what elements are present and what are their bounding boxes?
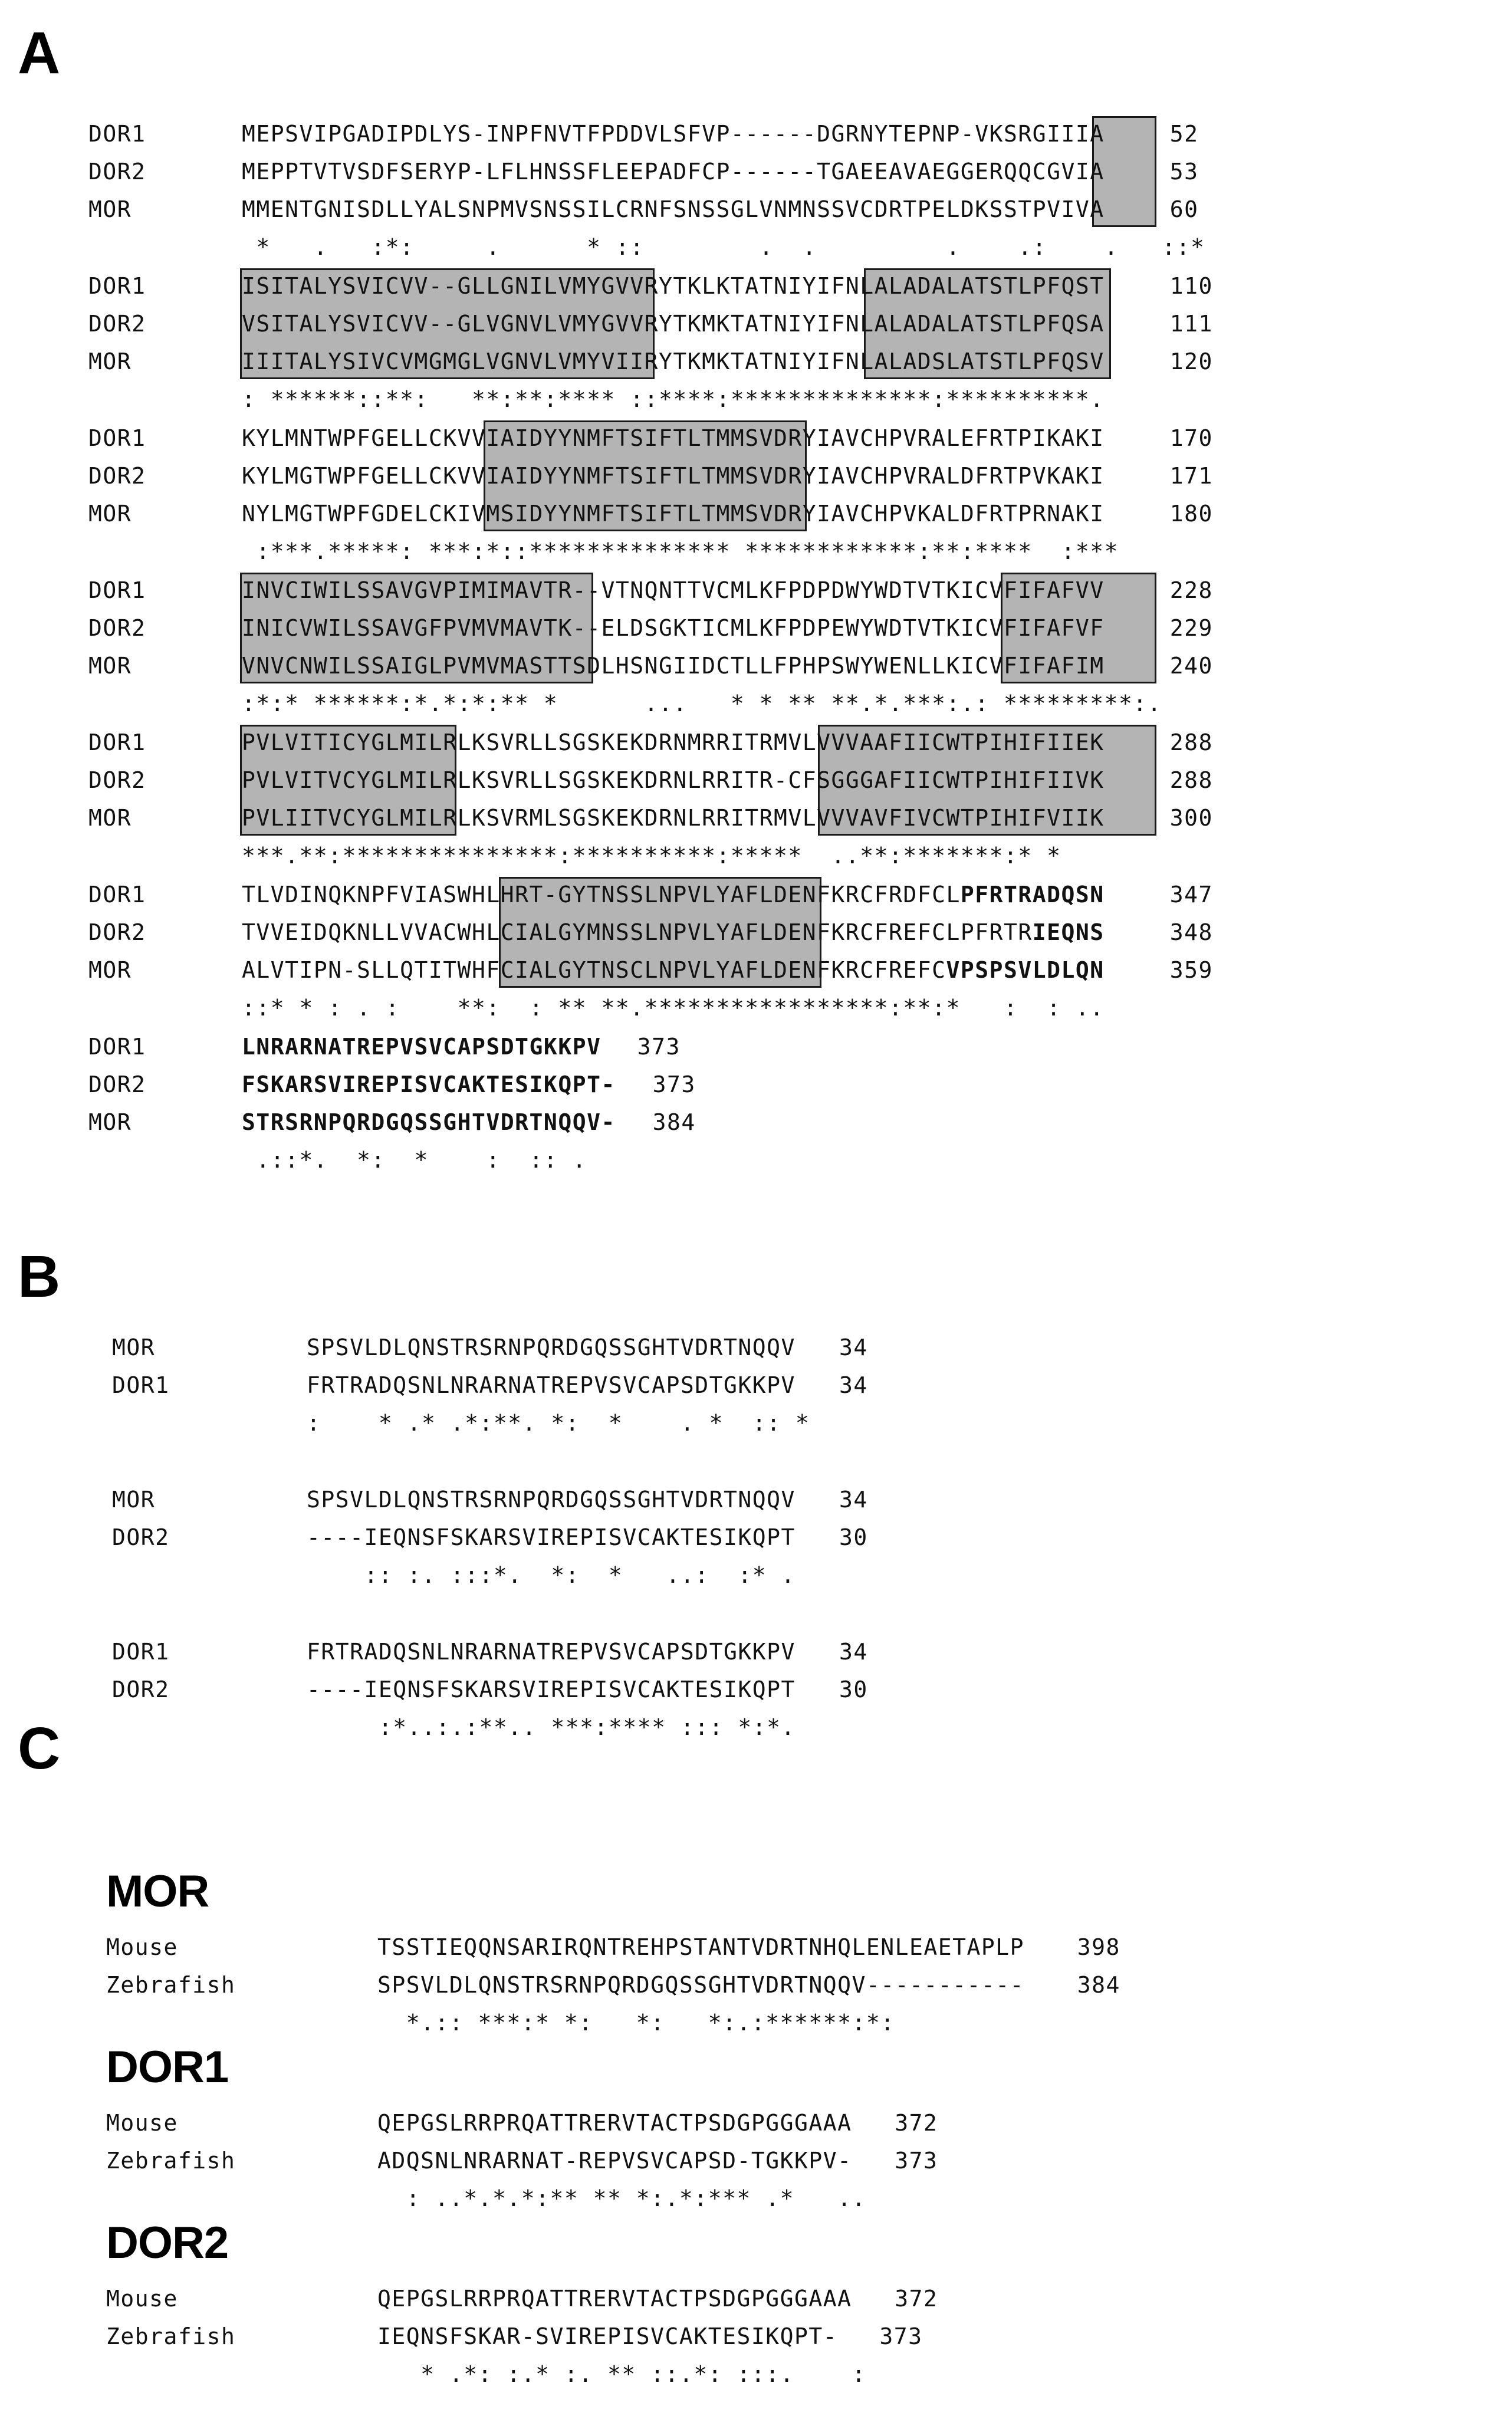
- alignment-row: [112, 1518, 1468, 1556]
- sequence-position: 34: [839, 1487, 868, 1513]
- sequence-residues: FSKARSVIREPISVCAKTESIKQPT-: [242, 1071, 616, 1097]
- conservation-line: :***.*****: ***:*::************** ************:**:**** :***: [242, 538, 1119, 564]
- sequence-position: 34: [839, 1334, 868, 1360]
- sequence-position: 120: [1169, 349, 1213, 374]
- sequence-position: 30: [839, 1677, 868, 1702]
- sequence-position: 171: [1169, 463, 1213, 489]
- sequence-position: 372: [895, 2110, 938, 2136]
- sequence-residues: TSSTIEQQNSARIRQNTREHPSTANTVDRTNHQLENLEAETAPLP: [377, 1934, 1025, 1960]
- alignment-row: [88, 951, 1445, 989]
- sequence-position: 398: [1077, 1934, 1120, 1960]
- sequence-position: 52: [1169, 121, 1199, 147]
- alignment-row: [88, 115, 1445, 153]
- alignment-row: [112, 1366, 1468, 1404]
- sequence-position: 373: [879, 2323, 923, 2349]
- panel-c-subheading: DOR2: [106, 2218, 229, 2268]
- alignment-row: [88, 913, 1445, 951]
- alignment-row: [106, 2142, 1462, 2180]
- sequence-position: 373: [895, 2148, 938, 2174]
- sequence-name: DOR1: [88, 882, 146, 908]
- panel-label-a: A: [18, 20, 61, 86]
- alignment-row: [88, 609, 1445, 647]
- alignment-row: [88, 724, 1445, 761]
- alignment-row: [88, 457, 1445, 495]
- sequence-residues: ALVTIPN-SLLQTITWHFCIALGYTNSCLNPVLYAFLDENFKRCFREFCVPSPSVLDLQN: [242, 957, 1105, 983]
- alignment-row: [88, 761, 1445, 799]
- sequence-name: MOR: [88, 653, 132, 679]
- sequence-residues: ----IEQNSFSKARSVIREPISVCAKTESIKQPT: [307, 1524, 796, 1550]
- alignment-row: [88, 343, 1445, 380]
- sequence-name: MOR: [88, 196, 132, 222]
- sequence-residues: FRTRADQSNLNRARNATREPVSVCAPSDTGKKPV: [307, 1639, 796, 1665]
- sequence-position: 373: [637, 1034, 681, 1060]
- conservation-line: ::* * : . : **: : ** **.*****************:**:* : : ..: [242, 995, 1105, 1021]
- sequence-residues: QEPGSLRRPRQATTRERVTACTPSDGPGGGAAA: [377, 2286, 852, 2312]
- sequence-name: Zebrafish: [106, 2148, 236, 2174]
- conservation-line: : ******::**: **:**:**** ::****:**************:**********.: [242, 386, 1105, 412]
- sequence-residues: LNRARNATREPVSVCAPSDTGKKPV: [242, 1034, 601, 1060]
- sequence-residues: IEQNSFSKAR-SVIREPISVCAKTESIKQPT-: [377, 2323, 838, 2349]
- alignment-row: [88, 267, 1445, 305]
- sequence-position: 240: [1169, 653, 1213, 679]
- sequence-residues: QEPGSLRRPRQATTRERVTACTPSDGPGGGAAA: [377, 2110, 852, 2136]
- sequence-residues: INICVWILSSAVGFPVMVMAVTK--ELDSGKTICMLKFPDPEWYWDTVTKICVFIFAFVF: [242, 615, 1105, 641]
- conservation-line: : * .* .*:**. *: * . * :: *: [307, 1410, 810, 1436]
- sequence-name: DOR2: [112, 1677, 170, 1702]
- sequence-residues: IIITALYSIVCVMGMGLVGNVLVMYVIIRYTKMKTATNIYIFNLALADSLATSTLPFQSV: [242, 349, 1105, 374]
- alignment-row: [88, 1103, 1445, 1141]
- sequence-residues: SPSVLDLQNSTRSRNPQRDGQSSGHTVDRTNQQV: [307, 1334, 796, 1360]
- conservation-line: :*..:.:**.. ***:**** ::: *:*.: [307, 1714, 796, 1740]
- sequence-position: 170: [1169, 425, 1213, 451]
- sequence-name: MOR: [88, 349, 132, 374]
- conservation-line: :: :. :::*. *: * ..: :* .: [307, 1562, 796, 1588]
- sequence-position: 372: [895, 2286, 938, 2312]
- sequence-residues: PVLVITVCYGLMILRLKSVRLLSGSKEKDRNLRRITR-CFSGGGAFIICWTPIHIFIIVK: [242, 767, 1105, 793]
- sequence-position: 288: [1169, 767, 1213, 793]
- sequence-name: MOR: [112, 1334, 156, 1360]
- conservation-line: ***.**:***************:**********:***** ..**:*******:* *: [242, 843, 1061, 869]
- sequence-name: MOR: [88, 501, 132, 527]
- alignment-row: [106, 1928, 1462, 1966]
- sequence-position: 347: [1169, 882, 1213, 908]
- sequence-name: DOR2: [88, 767, 146, 793]
- sequence-position: 384: [652, 1109, 696, 1135]
- sequence-position: 34: [839, 1639, 868, 1665]
- sequence-name: Mouse: [106, 2286, 178, 2312]
- sequence-residues: ----IEQNSFSKARSVIREPISVCAKTESIKQPT: [307, 1677, 796, 1702]
- sequence-name: DOR1: [88, 1034, 146, 1060]
- sequence-name: Zebrafish: [106, 2323, 236, 2349]
- sequence-residues: FRTRADQSNLNRARNATREPVSVCAPSDTGKKPV: [307, 1372, 796, 1398]
- sequence-residues: KYLMGTWPFGELLCKVVIAIDYYNMFTSIFTLTMMSVDRYIAVCHPVRALDFRTPVKAKI: [242, 463, 1105, 489]
- alignment-row: [106, 2318, 1462, 2355]
- alignment-row: [88, 876, 1445, 913]
- sequence-name: DOR1: [112, 1372, 170, 1398]
- conservation-line: * .*: :.* :. ** ::.*: :::. :: [377, 2361, 866, 2387]
- alignment-row: [88, 571, 1445, 609]
- conservation-line: :*:* ******:*.*:*:** * ... * * ** **.*.***:.: *********:.: [242, 691, 1162, 716]
- sequence-name: MOR: [88, 1109, 132, 1135]
- sequence-name: DOR2: [88, 1071, 146, 1097]
- sequence-name: DOR1: [88, 273, 146, 299]
- alignment-row: [106, 1966, 1462, 2004]
- sequence-position: 60: [1169, 196, 1199, 222]
- panel-c-subheading: DOR1: [106, 2042, 229, 2092]
- sequence-name: DOR1: [88, 425, 146, 451]
- conservation-line: : ..*.*.*:** ** *:.*:*** .* ..: [377, 2185, 866, 2211]
- sequence-name: Mouse: [106, 2110, 178, 2136]
- alignment-row: [88, 1028, 1445, 1066]
- sequence-name: MOR: [88, 957, 132, 983]
- conservation-line: * . :*: . * :: . . . .: . ::*: [242, 234, 1205, 260]
- panel-label-b: B: [18, 1244, 61, 1310]
- sequence-residues: PVLVITICYGLMILRLKSVRLLSGSKEKDRNMRRITRMVLVVVAAFIICWTPIHIFIIEK: [242, 729, 1105, 755]
- sequence-residues: VSITALYSVICVV--GLVGNVLVMYGVVRYTKMKTATNIYIFNLALADALATSTLPFQSA: [242, 311, 1105, 337]
- alignment-row: [112, 1481, 1468, 1518]
- sequence-residues: TLVDINQKNPFVIASWHLHRT-GYTNSSLNPVLYAFLDENFKRCFRDFCLPFRTRADQSN: [242, 882, 1105, 908]
- sequence-name: MOR: [112, 1487, 156, 1513]
- alignment-row: [112, 1671, 1468, 1708]
- sequence-residues: KYLMNTWPFGELLCKVVIAIDYYNMFTSIFTLTMMSVDRYIAVCHPVRALEFRTPIKAKI: [242, 425, 1105, 451]
- sequence-position: 348: [1169, 919, 1213, 945]
- sequence-position: 180: [1169, 501, 1213, 527]
- sequence-residues: SPSVLDLQNSTRSRNPQRDGQSSGHTVDRTNQQV-----------: [377, 1972, 1025, 1998]
- sequence-residues: NYLMGTWPFGDELCKIVMSIDYYNMFTSIFTLTMMSVDRYIAVCHPVKALDFRTPRNAKI: [242, 501, 1105, 527]
- sequence-position: 30: [839, 1524, 868, 1550]
- sequence-residues: ISITALYSVICVV--GLLGNILVMYGVVRYTKLKTATNIYIFNLALADALATSTLPFQST: [242, 273, 1105, 299]
- sequence-residues: INVCIWILSSAVGVPIMIMAVTR--VTNQNTTVCMLKFPDPDWYWDTVTKICVFIFAFVV: [242, 577, 1105, 603]
- sequence-name: Zebrafish: [106, 1972, 236, 1998]
- sequence-residues: STRSRNPQRDGQSSGHTVDRTNQQV-: [242, 1109, 616, 1135]
- alignment-row: [106, 2104, 1462, 2142]
- sequence-residues: SPSVLDLQNSTRSRNPQRDGQSSGHTVDRTNQQV: [307, 1487, 796, 1513]
- sequence-position: 111: [1169, 311, 1213, 337]
- sequence-name: DOR2: [88, 919, 146, 945]
- alignment-row: [88, 495, 1445, 532]
- sequence-position: 373: [652, 1071, 696, 1097]
- panel-label-c: C: [18, 1715, 61, 1781]
- sequence-residues: MEPSVIPGADIPDLYS-INPFNVTFPDDVLSFVP------DGRNYTEPNP-VKSRGIIIA: [242, 121, 1105, 147]
- panel-c-subheading: MOR: [106, 1866, 209, 1917]
- sequence-residues: MEPPTVTVSDFSERYP-LFLHNSSFLEEPADFCP------TGAEEAVAEGGERQQCGVIA: [242, 159, 1105, 185]
- sequence-position: 229: [1169, 615, 1213, 641]
- sequence-residues: TVVEIDQKNLLVVACWHLCIALGYMNSSLNPVLYAFLDENFKRCFREFCLPFRTRIEQNS: [242, 919, 1105, 945]
- sequence-name: DOR2: [88, 159, 146, 185]
- sequence-position: 228: [1169, 577, 1213, 603]
- alignment-row: [88, 799, 1445, 837]
- sequence-residues: PVLIITVCYGLMILRLKSVRMLSGSKEKDRNLRRITRMVLVVVAVFIVCWTPIHIFVIIK: [242, 805, 1105, 831]
- sequence-name: DOR2: [112, 1524, 170, 1550]
- sequence-name: DOR1: [88, 577, 146, 603]
- sequence-name: MOR: [88, 805, 132, 831]
- alignment-row: [88, 190, 1445, 228]
- sequence-residues: VNVCNWILSSAIGLPVMVMASTTSDLHSNGIIDCTLLFPHPSWYWENLLKICVFIFAFIM: [242, 653, 1105, 679]
- sequence-name: DOR2: [88, 463, 146, 489]
- sequence-position: 288: [1169, 729, 1213, 755]
- sequence-position: 53: [1169, 159, 1199, 185]
- sequence-position: 34: [839, 1372, 868, 1398]
- sequence-residues: MMENTGNISDLLYALSNPMVSNSSILCRNFSNSSGLVNMNSSVCDRTPELDKSSTPVIVA: [242, 196, 1105, 222]
- sequence-position: 110: [1169, 273, 1213, 299]
- alignment-row: [88, 153, 1445, 190]
- alignment-row: [88, 305, 1445, 343]
- sequence-position: 384: [1077, 1972, 1120, 1998]
- alignment-row: [106, 2280, 1462, 2318]
- sequence-name: DOR1: [112, 1639, 170, 1665]
- conservation-line: .::*. *: * : :: .: [242, 1147, 587, 1173]
- sequence-name: DOR1: [88, 729, 146, 755]
- alignment-row: [112, 1633, 1468, 1671]
- conservation-line: *.:: ***:* *: *: *:.:******:*:: [377, 2010, 895, 2036]
- alignment-row: [88, 647, 1445, 685]
- sequence-name: Mouse: [106, 1934, 178, 1960]
- alignment-row: [112, 1329, 1468, 1366]
- sequence-residues: ADQSNLNRARNAT-REPVSVCAPSD-TGKKPV-: [377, 2148, 852, 2174]
- sequence-position: 359: [1169, 957, 1213, 983]
- sequence-name: DOR2: [88, 615, 146, 641]
- sequence-position: 300: [1169, 805, 1213, 831]
- sequence-name: DOR1: [88, 121, 146, 147]
- alignment-row: [88, 419, 1445, 457]
- sequence-name: DOR2: [88, 311, 146, 337]
- alignment-row: [88, 1066, 1445, 1103]
